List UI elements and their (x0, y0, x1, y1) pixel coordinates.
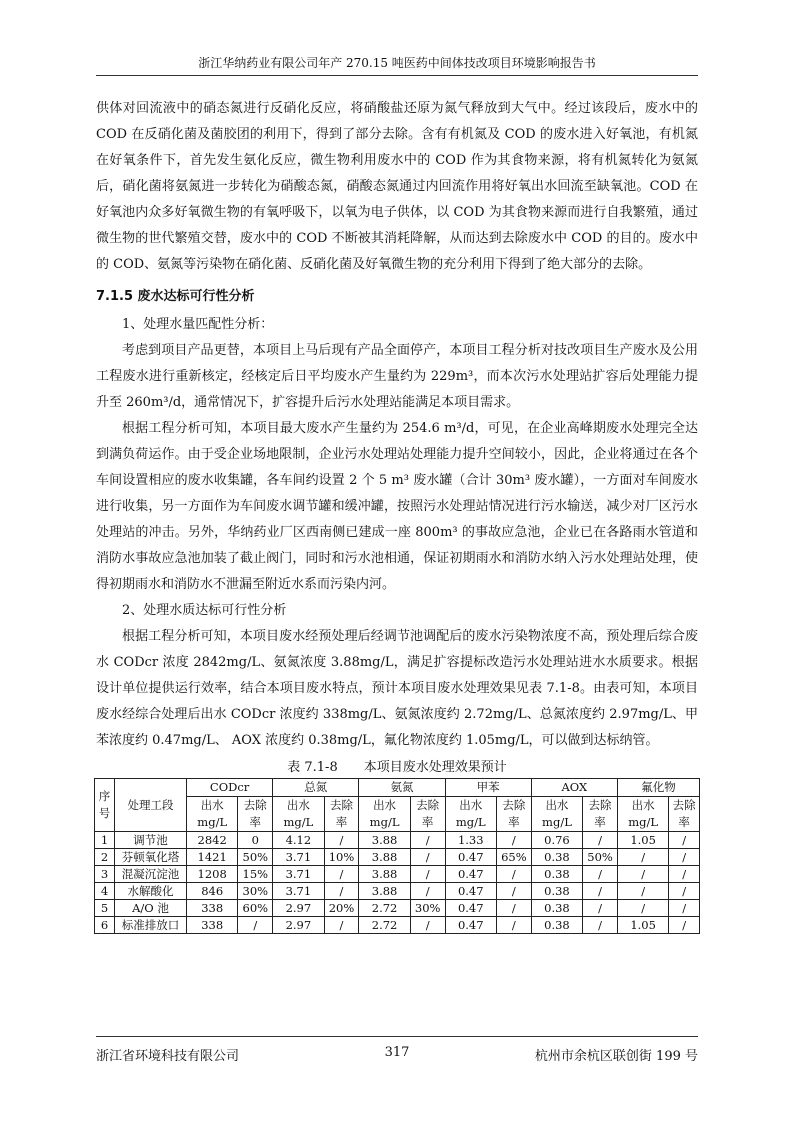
table-cell: / (496, 917, 531, 934)
table-cell: 338 (187, 917, 238, 934)
header-group: 总氮 (273, 779, 359, 797)
table-cell: 0.38 (531, 866, 582, 883)
table-cell: 6 (95, 917, 115, 934)
header-group: CODcr (187, 779, 273, 797)
header-group: 甲苯 (445, 779, 531, 797)
header-outflow: 出水 mg/L (617, 797, 668, 832)
header-outflow: 出水 mg/L (531, 797, 582, 832)
table-cell: 0.38 (531, 849, 582, 866)
table-cell: 4 (95, 883, 115, 900)
table-cell: 1.05 (617, 917, 668, 934)
table-cell: / (669, 866, 700, 883)
table-cell: / (669, 917, 700, 934)
header-process: 处理工段 (115, 779, 187, 832)
table-cell: / (583, 917, 618, 934)
header-removal: 去除率 (583, 797, 618, 832)
table-cell: 1.33 (445, 832, 496, 849)
table-cell: 2 (95, 849, 115, 866)
table-cell: 30% (238, 883, 273, 900)
page-header: 浙江华纳药业有限公司年产 270.15 吨医药中间体技改项目环境影响报告书 (96, 54, 698, 76)
table-cell: 3.71 (273, 866, 324, 883)
paragraph-continuation: 供体对回流液中的硝态氮进行反硝化反应，将硝酸盐还原为氮气释放到大气中。经过该段后，废水中的 COD 在反硝化菌及菌胶团的利用下，得到了部分去除。含有有机氮及 COD 的废水进入好氧池，有机氮在好氧条件下，首先发生氨化反应，微生物利用废水中的 COD 作为其食物来源，将有机氮转化为氨氮后，硝化菌将氨氮进一步转化为硝酸态氮，硝酸态氮通过内回流作用将好氧出水回流至缺氧池。COD 在好氧池内众多好氧微生物的有氧呼吸下，以氧为电子供体，以 COD 为其食物来源而进行自我繁殖，通过微生物的世代繁殖交替，废水中的 COD 不断被其消耗降解，从而达到去除废水中 COD 的目的。废水中的 COD、氨氮等污染物在硝化菌、反硝化菌及好氧微生物的充分利用下得到了绝大部分的去除。 (96, 101, 698, 272)
table-cell: 0 (238, 832, 273, 849)
table-cell: 1421 (187, 849, 238, 866)
table-cell: 2.97 (273, 917, 324, 934)
table-cell: 0.47 (445, 917, 496, 934)
table-cell: 1.05 (617, 832, 668, 849)
paragraph-volume-2: 根据工程分析可知，本项目最大废水产生量约为 254.6 m³/d，可见，在企业高峰期废水处理完全达到满负荷运作。由于受企业场地限制，企业污水处理站处理能力提升空间较小，因此，企业将通过在各个车间设置相应的废水收集罐，各车间约设置 2 个 5 m³ 废水罐（合计 30m³ 废水罐），一方面对车间废水进行收集，另一方面作为车间废水调节罐和缓冲罐，按照污水处理站情况进行污水输送，减少对厂区污水处理站的冲击。另外，华纳药业厂区西南侧已建成一座 800m³ 的事故应急池，企业已在各路雨水管道和消防水事故应急池加装了截止阀门，同时和污水池相通，保证初期雨水和消防水纳入污水处理站处理，使得初期雨水和消防水不泄漏至附近水系而污染内河。 (96, 421, 698, 592)
section-title: 7.1.5 废水达标可行性分析 (96, 289, 255, 304)
table-cell: 10% (324, 849, 359, 866)
table-cell: 0.38 (531, 883, 582, 900)
table-cell: / (324, 917, 359, 934)
table-cell: 2.72 (359, 917, 410, 934)
table-cell: 0.38 (531, 900, 582, 917)
table-cell: 2.97 (273, 900, 324, 917)
table-cell: / (324, 883, 359, 900)
table-cell: 0.38 (531, 917, 582, 934)
table-cell: / (583, 832, 618, 849)
paragraph-quality: 根据工程分析可知，本项目废水经预处理后经调节池调配后的废水污染物浓度不高，预处理后综合废水 CODcr 浓度 2842mg/L、氨氮浓度 3.88mg/L，满足扩容提标改造污水处理站进水水质要求。根据设计单位提供运行效率，结合本项目废水特点，预计本项目废水处理效果见表 7.1-8。由表可知，本项目废水经综合处理后出水 CODcr 浓度约 338mg/L、氨氮浓度约 2.72mg/L、总氮浓度约 2.97mg/L、甲苯浓度约 0.47mg/L、 AOX 浓度约 0.38mg/L，氟化物浓度约 1.05mg/L，可以做到达标纳管。 (96, 629, 698, 748)
table-cell: / (410, 849, 445, 866)
footer-company: 浙江省环境科技有限公司 (96, 1049, 240, 1064)
table-cell: / (583, 883, 618, 900)
header-outflow: 出水 mg/L (445, 797, 496, 832)
table-caption: 表 7.1-8 本项目废水处理效果预计 (287, 760, 507, 775)
table-cell: / (496, 832, 531, 849)
table-cell: / (496, 900, 531, 917)
table-cell: 0.47 (445, 900, 496, 917)
table-cell: / (617, 883, 668, 900)
treatment-effect-table (94, 778, 700, 934)
table-cell: 3.88 (359, 866, 410, 883)
table-cell: 0.47 (445, 866, 496, 883)
table-cell: / (410, 866, 445, 883)
table-cell: 0.76 (531, 832, 582, 849)
header-group: AOX (531, 779, 617, 797)
table-cell: 3.88 (359, 849, 410, 866)
page-number: 317 (384, 1045, 410, 1060)
table-cell: / (238, 917, 273, 934)
table-cell: / (496, 883, 531, 900)
header-outflow: 出水 mg/L (273, 797, 324, 832)
table-row (95, 900, 700, 917)
table-cell: 50% (583, 849, 618, 866)
table-cell: 0.47 (445, 883, 496, 900)
table-cell: 846 (187, 883, 238, 900)
table-cell: 1 (95, 832, 115, 849)
table-cell: / (669, 832, 700, 849)
table-cell: 3.71 (273, 849, 324, 866)
table-cell: 调节池 (115, 832, 187, 849)
table-cell: 20% (324, 900, 359, 917)
page-content (96, 96, 698, 934)
table-cell: / (669, 849, 700, 866)
page-footer (96, 1036, 698, 1065)
header-outflow: 出水 mg/L (187, 797, 238, 832)
table-cell: 60% (238, 900, 273, 917)
table-cell: / (617, 900, 668, 917)
table-cell: / (583, 900, 618, 917)
table-row (95, 832, 700, 849)
table-cell: 3 (95, 866, 115, 883)
header-outflow: 出水 mg/L (359, 797, 410, 832)
table-cell: 50% (238, 849, 273, 866)
header-group: 氨氮 (359, 779, 445, 797)
table-cell: 15% (238, 866, 273, 883)
table-cell: 3.71 (273, 883, 324, 900)
table-cell: / (324, 866, 359, 883)
table-cell: 标准排放口 (115, 917, 187, 934)
subheading-2: 2、处理水质达标可行性分析 (122, 603, 287, 618)
table-cell: / (410, 883, 445, 900)
header-removal: 去除率 (324, 797, 359, 832)
table-cell: 2842 (187, 832, 238, 849)
table-cell: 30% (410, 900, 445, 917)
paragraph-volume-1: 考虑到项目产品更替，本项目上马后现有产品全面停产，本项目工程分析对技改项目生产废水及公用工程废水进行重新核定，经核定后日平均废水产生量约为 229m³，而本次污水处理站扩容后处理能力提升至 260m³/d，通常情况下，扩容提升后污水处理站能满足本项目需求。 (96, 343, 698, 410)
table-cell: / (583, 866, 618, 883)
header-group: 氟化物 (617, 779, 699, 797)
table-cell: A/O 池 (115, 900, 187, 917)
table-cell: 338 (187, 900, 238, 917)
header-removal: 去除率 (496, 797, 531, 832)
table-cell: 65% (496, 849, 531, 866)
subheading-1: 1、处理水量匹配性分析： (122, 317, 274, 332)
table-cell: / (617, 866, 668, 883)
table-cell: 5 (95, 900, 115, 917)
table-cell: 1208 (187, 866, 238, 883)
table-cell: / (669, 900, 700, 917)
table-cell: / (410, 832, 445, 849)
header-removal: 去除率 (669, 797, 700, 832)
table-row (95, 866, 700, 883)
table-cell: 4.12 (273, 832, 324, 849)
table-row (95, 849, 700, 866)
header-removal: 去除率 (238, 797, 273, 832)
table-cell: / (669, 883, 700, 900)
table-cell: 芬顿氧化塔 (115, 849, 187, 866)
table-cell: 3.88 (359, 883, 410, 900)
header-removal: 去除率 (410, 797, 445, 832)
table-row (95, 917, 700, 934)
table-cell: 0.47 (445, 849, 496, 866)
table-row (95, 883, 700, 900)
table-cell: 2.72 (359, 900, 410, 917)
header-seq: 序号 (95, 779, 115, 832)
table-cell: 3.88 (359, 832, 410, 849)
table-cell: / (324, 832, 359, 849)
table-cell: / (496, 866, 531, 883)
table-cell: 混凝沉淀池 (115, 866, 187, 883)
footer-address: 杭州市余杭区联创街 199 号 (534, 1049, 698, 1064)
table-cell: / (410, 917, 445, 934)
table-cell: 水解酸化 (115, 883, 187, 900)
table-cell: / (617, 849, 668, 866)
